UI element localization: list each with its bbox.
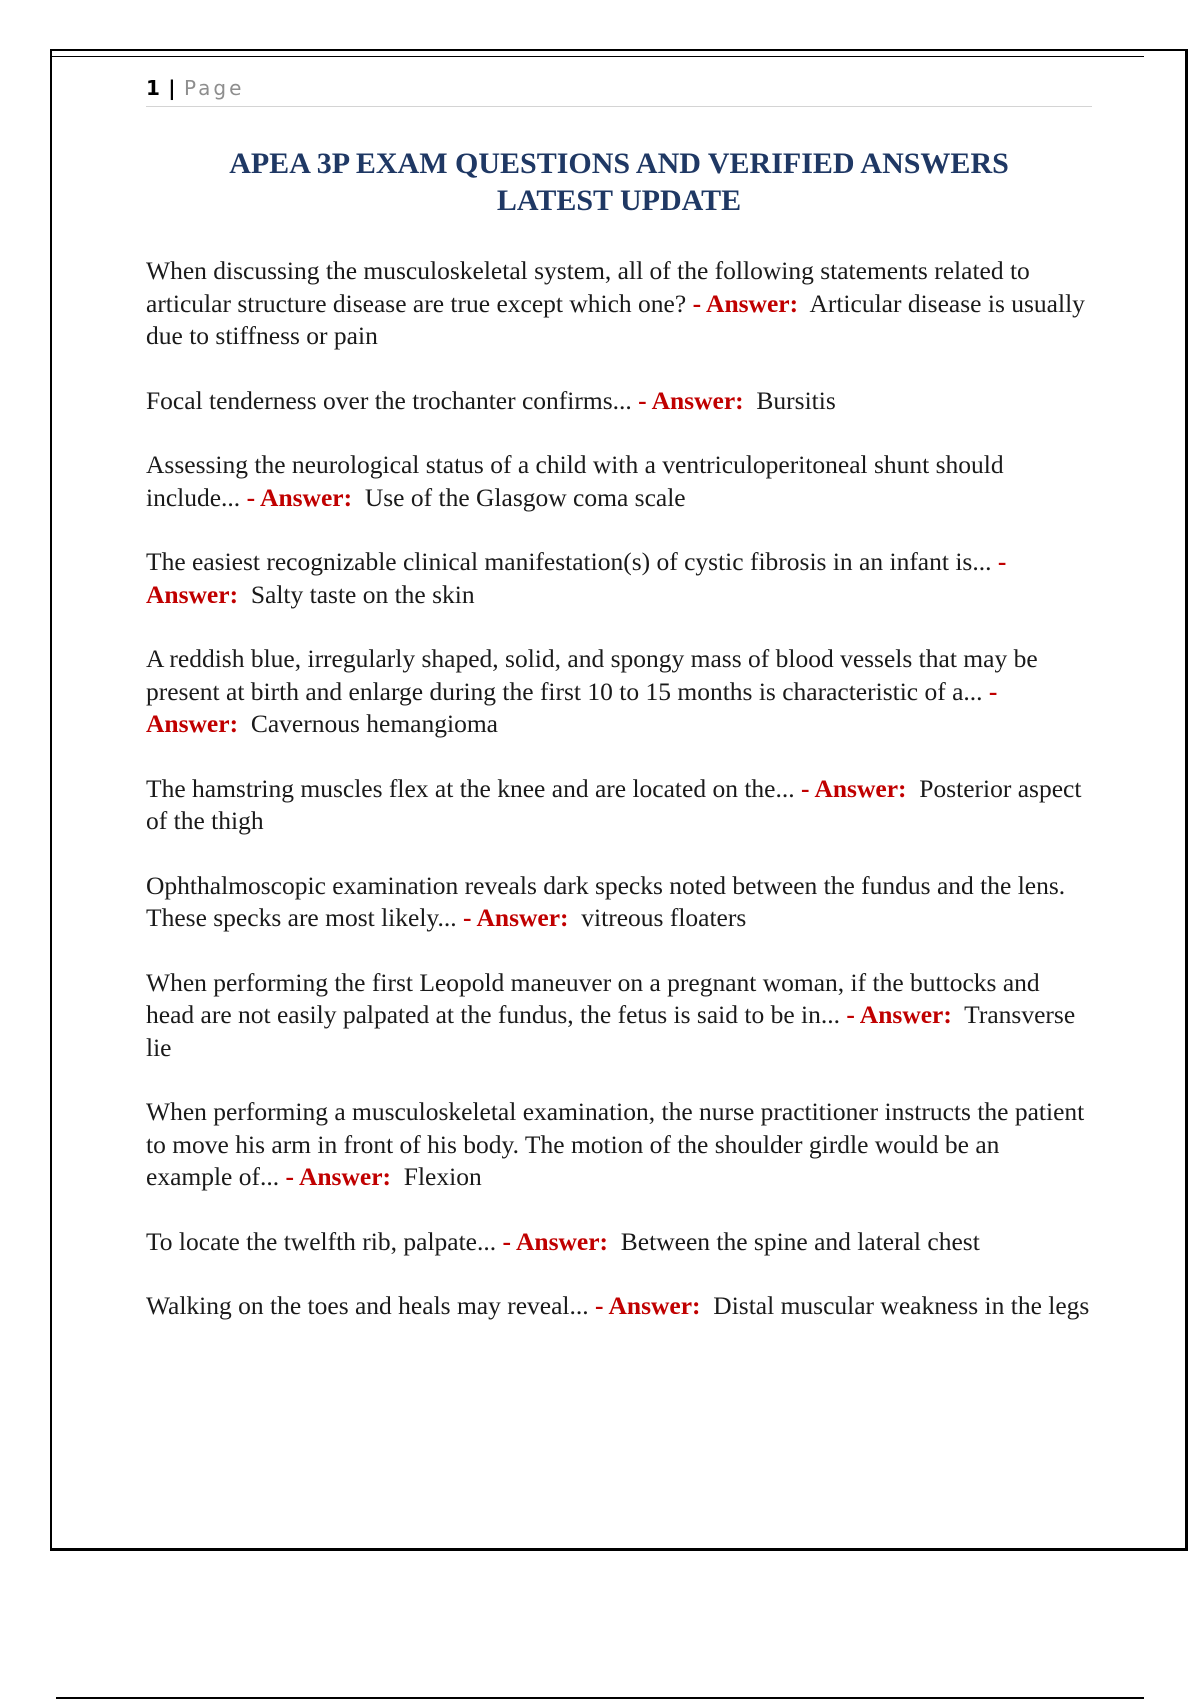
question-text: Focal tenderness over the trochanter confirms...	[146, 385, 632, 415]
answer-text: Articular disease is usually due to stiffness or pain	[146, 288, 1085, 350]
qa-item	[146, 449, 1092, 514]
question-text: Walking on the toes and heals may reveal...	[146, 1291, 589, 1320]
qa-item	[146, 643, 1092, 741]
answer-label: - Answer:	[800, 773, 907, 803]
answer-label: - Answer:	[146, 547, 1007, 609]
question-text: A reddish blue, irregularly shaped, solid, and spongy mass of blood vessels that may be present at birth and enlarge during the first 10 to 15 months is characteristic of a...	[146, 644, 1038, 706]
answer-label: - Answer:	[595, 1291, 701, 1320]
answer-label: - Answer:	[463, 903, 569, 932]
qa-item	[146, 1096, 1092, 1194]
answer-text: Transverse lie	[146, 1000, 1076, 1062]
question-text: When discussing the musculoskeletal system, all of the following statements related to articular structure disease are true except which one?	[146, 256, 1030, 318]
question-text: When performing a musculoskeletal examination, the nurse practitioner instructs the patient to move his arm in front of his body. The motion of the shoulder girdle would be an example of...	[146, 1097, 1085, 1191]
question-text: The easiest recognizable clinical manifestation(s) of cystic fibrosis in an infant is...	[146, 547, 992, 576]
answer-text: vitreous floaters	[581, 903, 747, 932]
question-text: To locate the twelfth rib, palpate...	[146, 1226, 497, 1256]
qa-item	[146, 870, 1092, 935]
answer-text: Cavernous hemangioma	[250, 709, 498, 738]
answer-label: - Answer:	[502, 1226, 609, 1256]
answer-label: - Answer:	[146, 676, 998, 738]
answer-label: - Answer:	[846, 1000, 952, 1029]
answer-label: - Answer:	[638, 385, 744, 415]
document-title-line-1: APEA 3P EXAM QUESTIONS AND VERIFIED ANSWERS	[229, 147, 1009, 180]
answer-label: - Answer:	[285, 1162, 392, 1191]
answer-text: Posterior aspect of the thigh	[146, 773, 1082, 835]
page-separator: |	[168, 76, 177, 100]
question-text: When performing the first Leopold maneuver on a pregnant woman, if the buttocks and head are not easily palpated at the fundus, the fetus is said to be in...	[146, 967, 1040, 1029]
answer-text: Use of the Glasgow coma scale	[364, 482, 686, 512]
document-title	[146, 145, 1092, 219]
page-header	[146, 74, 1092, 107]
qa-item	[146, 967, 1092, 1065]
qa-item	[146, 773, 1092, 838]
qa-item	[146, 546, 1092, 611]
qa-item	[146, 255, 1092, 353]
qa-item	[146, 385, 1092, 418]
answer-text: Bursitis	[756, 385, 836, 415]
answer-label: - Answer:	[246, 482, 353, 512]
next-page-top-rule	[56, 1697, 1144, 1699]
question-text: Ophthalmoscopic examination reveals dark specks noted between the fundus and the lens. These specks are most likely...	[146, 870, 1066, 932]
answer-text: Salty taste on the skin	[250, 579, 475, 609]
qa-list	[146, 255, 1092, 1355]
question-text: Assessing the neurological status of a child with a ventriculoperitoneal shunt should include...	[146, 450, 1004, 512]
answer-label: - Answer:	[692, 288, 799, 318]
answer-text: Distal muscular weakness in the legs	[713, 1291, 1090, 1320]
qa-item	[146, 1226, 1092, 1259]
page-number: 1	[146, 76, 161, 100]
answer-text: Flexion	[403, 1162, 482, 1191]
page-label: Page	[183, 76, 245, 100]
question-text: The hamstring muscles flex at the knee and are located on the...	[146, 773, 795, 803]
answer-text: Between the spine and lateral chest	[620, 1226, 980, 1256]
document-title-line-2: LATEST UPDATE	[496, 184, 742, 217]
qa-item	[146, 1290, 1092, 1323]
